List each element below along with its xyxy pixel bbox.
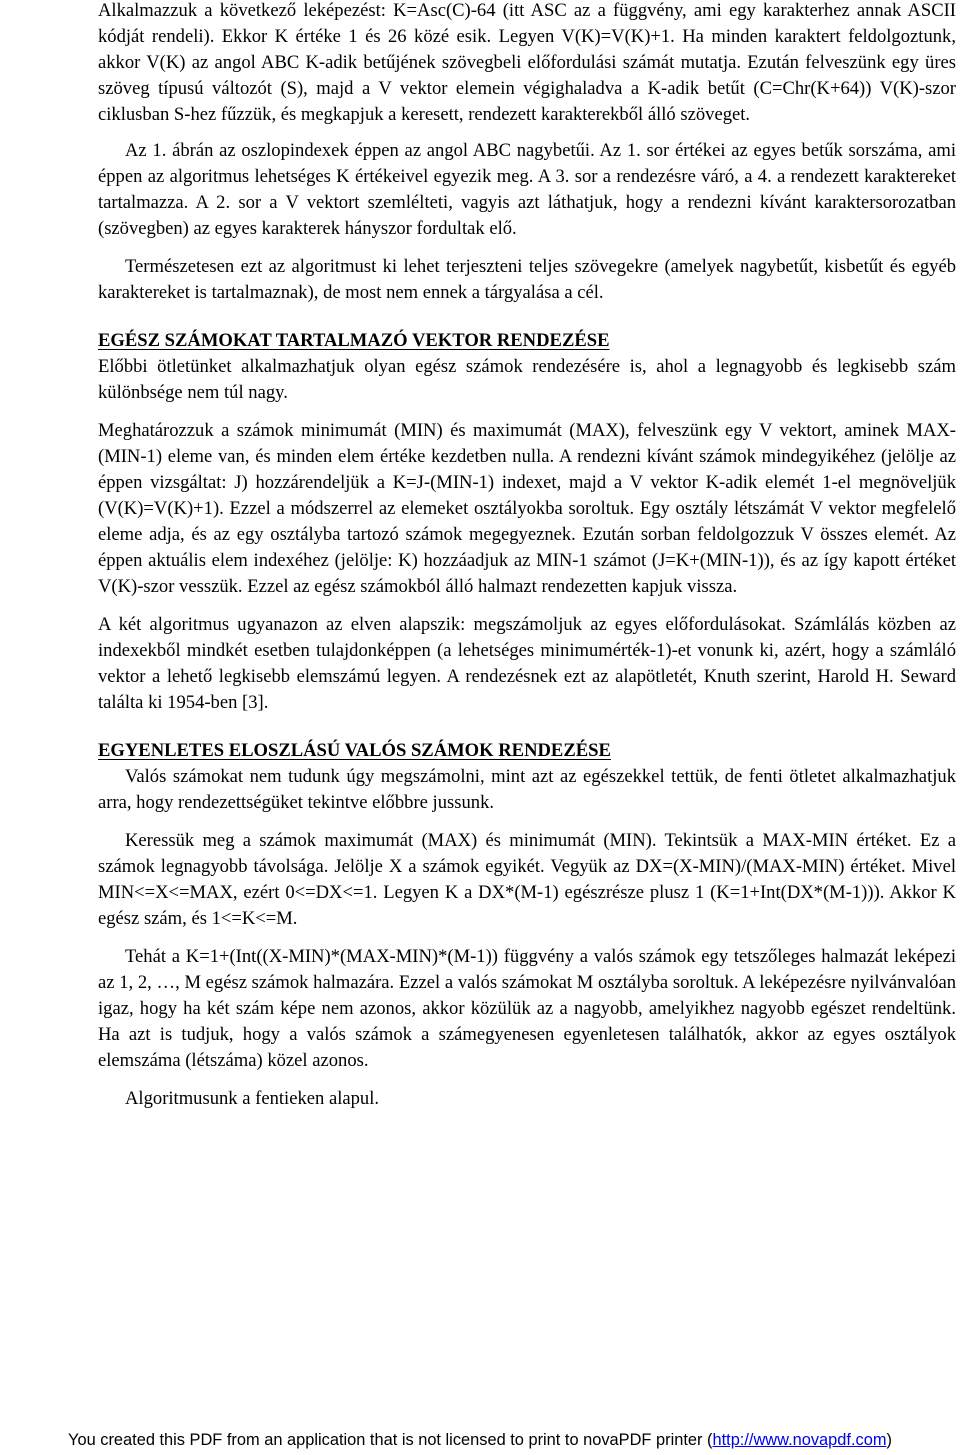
section-heading-integer-sort: EGÉSZ SZÁMOKAT TARTALMAZÓ VEKTOR RENDEZÉSE (98, 330, 610, 351)
document-page (98, 0, 956, 1112)
footer-link[interactable]: http://www.novapdf.com (712, 1431, 887, 1449)
footer-text: You created this PDF from an application that is not licensed to print to novaPDF printer ( (68, 1431, 713, 1449)
paragraph-mapping-intro-part2: Ezután felveszünk egy üres szöveg típusú változót (S), majd a V vektor elemein végighaladva a K-adik betűt (C=Chr(K+64)) V(K)-szor ciklusban S-hez fűzzük, és megkapjuk a keresett, rendezett karakterekből álló szöveget. (98, 52, 956, 125)
paragraph-figure-description: Az 1. ábrán az oszlopindexek éppen az angol ABC nagybetűi. Az 1. sor értékei az egyes betűk sorszáma, ami éppen az algoritmus lehetséges K értékeivel egyezik meg. A 3. sor a rendezésre váró, a 4. a rendezett karaktereket tartalmazza. A 2. sor a V vektort szemlélteti, vagyis azt láthatjuk, hogy a rendezni kívánt karaktersorozatban (szövegben) az egyes karakterek hányszor fordultak elő. (98, 140, 956, 239)
paragraph-mapping-intro (98, 0, 956, 128)
paragraph-real-intro: Valós számokat nem tudunk úgy megszámolni, mint azt az egészekkel tettük, de fenti ötletet alkalmazhatjuk arra, hogy rendezettségüket tekintve előbbre jussunk. (98, 766, 956, 813)
paragraph-real-minmax: Keressük meg a számok maximumát (MAX) és minimumát (MIN). Tekintsük a MAX-MIN értéket. Ez a számok legnagyobb távolsága. Jelölje X a számok egyikét. Vegyük az DX=(X-MIN)/(MAX-MIN) értéket. Mivel MIN<=X<=MAX, ezért 0<=DX<=1. Legyen K a DX*(M-1) egészrésze plusz 1 (K=1+Int(DX*(M-1))). Akkor K egész szám, és 1<=K<=M. (98, 830, 956, 929)
section-heading-real-sort: EGYENLETES ELOSZLÁSÚ VALÓS SZÁMOK RENDEZÉSE (98, 740, 611, 761)
paragraph-mapping-intro-part1: Alkalmazzuk a következő leképezést: K=Asc(C)-64 (itt ASC az a függvény, ami egy karakterhez annak ASCII kódját rendeli). Ekkor K értéke 1 és 26 közé esik. Legyen V(K)=V(K)+1. Ha minden karaktert feldolgoztunk, akkor V(K) az angol ABC K-adik betűjének szövegbeli előfordulási számát mutatja. (98, 0, 956, 73)
paragraph-real-mapping: Tehát a K=1+(Int((X-MIN)*(MAX-MIN)*(M-1)) függvény a valós számok egy tetszőleges halmazát leképezi az 1, 2, …, M egész számok halmazára. Ezzel a valós számokat M osztályba soroltuk. A leképezésre nyilvánvalóan igaz, hogy ha két szám képe nem azonos, akkor közülük az a nagyobb, amelyikhez nagyobb egészet rendeltünk. Ha azt is tudjuk, hogy a valós számok a számegyenesen egyenletesen találhatók, akkor az egyes osztályok elemszáma (létszáma) közel azonos. (98, 946, 956, 1071)
footer-close-paren: ) (886, 1431, 892, 1449)
novapdf-footer (0, 1428, 960, 1452)
paragraph-extension-note: Természetesen ezt az algoritmust ki lehet terjeszteni teljes szövegekre (amelyek nagybetűt, kisbetűt és egyéb karaktereket is tartalmaznak), de most nem ennek a tárgyalása a cél. (98, 256, 956, 303)
paragraph-algorithm-basis: Algoritmusunk a fentieken alapul. (125, 1088, 380, 1109)
paragraph-integer-method: Meghatározzuk a számok minimumát (MIN) és maximumát (MAX), felveszünk egy V vektort, aminek MAX-(MIN-1) eleme van, és minden elem értéke kezdetben nulla. A rendezni kívánt számok mindegyikéhez (jelölje az éppen vizsgáltat: J) hozzárendeljük a K=J-(MIN-1) indexet, majd a V vektor K-adik elemét 1-el megnöveljük (V(K)=V(K)+1). Ezzel a módszerrel az elemeket osztályokba soroltuk. Egy osztály létszámát V vektor megfelelő eleme adja, és az egy osztályba tartozó számok megegyeznek. Ezután sorban feldolgozzuk V összes elemét. Az éppen aktuális elem indexéhez (jelölje: K) hozzáadjuk az MIN-1 számot (J=K+(MIN-1)), és az így kapott értéket V(K)-szor vesszük. Ezzel az egész számokból álló halmazt rendezetten kapjuk vissza. (98, 420, 956, 597)
paragraph-algorithm-principle: A két algoritmus ugyanazon az elven alapszik: megszámoljuk az egyes előfordulásokat. Számlálás közben az indexekből mindkét esetben tulajdonképpen (a lehetséges minimumérték-1)-et vonunk ki, azért, hogy a számláló vektor a lehető legkisebb elemszámú legyen. A rendezésnek ezt az alapötletét, Knuth szerint, Harold H. Seward találta ki 1954-ben [3]. (98, 614, 956, 713)
paragraph-integer-intro: Előbbi ötletünket alkalmazhatjuk olyan egész számok rendezésére is, ahol a legnagyobb és legkisebb szám különbsége nem túl nagy. (98, 356, 956, 403)
